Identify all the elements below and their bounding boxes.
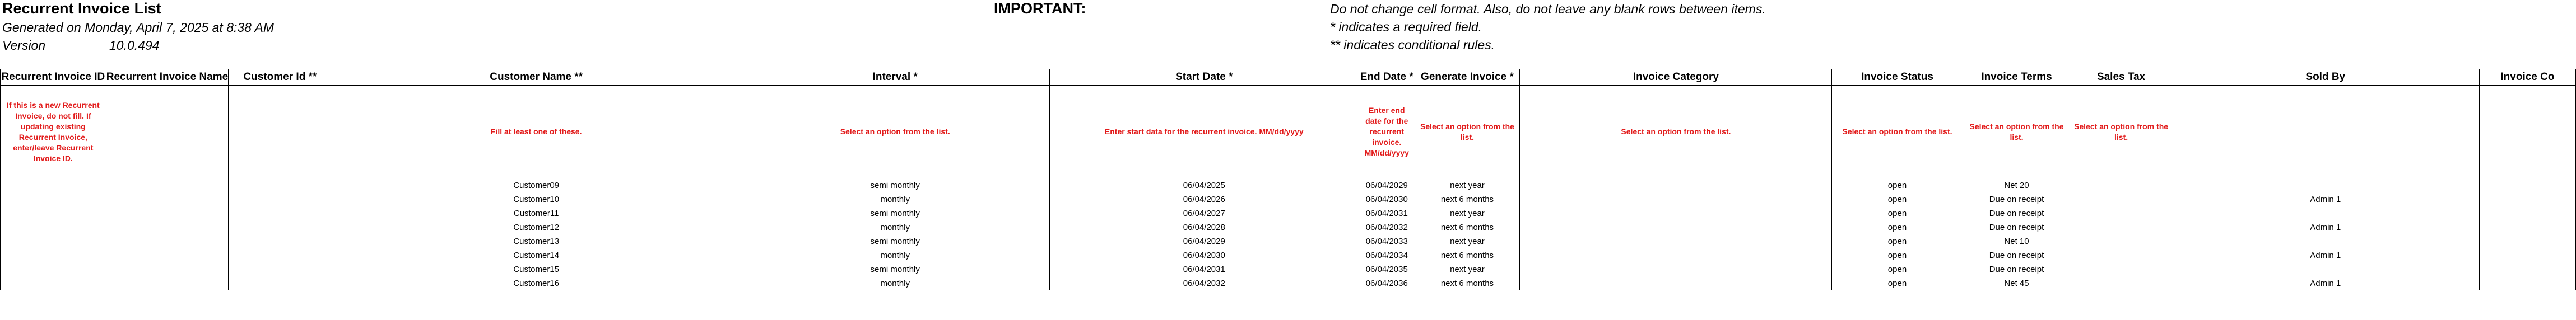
table-cell[interactable] (1, 234, 106, 248)
table-cell[interactable] (229, 206, 332, 220)
note-required-field: * indicates a required field. (1330, 20, 1482, 34)
table-cell[interactable]: next year (1415, 262, 1520, 276)
table-cell[interactable] (106, 206, 229, 220)
table-cell[interactable] (1, 192, 106, 206)
table-cell[interactable]: Due on receipt (1963, 192, 2071, 206)
instruction-cell: Select an option from the list. (1832, 86, 1963, 178)
table-cell[interactable]: open (1832, 220, 1963, 234)
table-cell[interactable]: 06/04/2029 (1359, 178, 1415, 192)
invoice-grid (0, 69, 2576, 290)
table-cell[interactable] (229, 192, 332, 206)
table-cell[interactable] (1, 178, 106, 192)
column-header[interactable]: Recurrent Invoice ID (1, 69, 106, 86)
table-cell[interactable]: Net 20 (1963, 178, 2071, 192)
instruction-cell: If this is a new Recurrent Invoice, do not fill. If updating existing Recurrent Invoice, enter/leave Recurrent Invoice ID. (1, 86, 106, 178)
table-cell[interactable] (1, 276, 106, 290)
table-cell[interactable] (2172, 234, 2479, 248)
table-cell[interactable]: 06/04/2032 (1049, 276, 1359, 290)
table-cell[interactable]: Net 45 (1963, 276, 2071, 290)
table-cell[interactable]: Admin 1 (2172, 276, 2479, 290)
instruction-cell: Select an option from the list. (2071, 86, 2172, 178)
table-cell[interactable]: monthly (741, 192, 1049, 206)
table-row (1, 220, 2576, 234)
table-cell[interactable] (1520, 248, 1832, 262)
table-cell[interactable]: Admin 1 (2172, 192, 2479, 206)
table-row (1, 192, 2576, 206)
table-cell[interactable] (2479, 262, 2575, 276)
table-cell[interactable]: 06/04/2033 (1359, 234, 1415, 248)
table-cell[interactable]: 06/04/2028 (1049, 220, 1359, 234)
version-value: 10.0.494 (109, 38, 160, 53)
table-cell[interactable]: semi monthly (741, 234, 1049, 248)
table-cell[interactable] (1520, 206, 1832, 220)
table-cell[interactable]: next 6 months (1415, 248, 1520, 262)
table-cell[interactable] (2071, 220, 2172, 234)
instruction-cell: Select an option from the list. (741, 86, 1049, 178)
table-cell[interactable] (1520, 178, 1832, 192)
table-cell[interactable]: semi monthly (741, 206, 1049, 220)
table-cell[interactable]: monthly (741, 248, 1049, 262)
table-cell[interactable]: Customer16 (332, 276, 741, 290)
table-cell[interactable] (2071, 276, 2172, 290)
table-cell[interactable] (106, 248, 229, 262)
table-cell[interactable]: monthly (741, 276, 1049, 290)
column-header[interactable]: Interval * (741, 69, 1049, 86)
column-header[interactable]: Recurrent Invoice Name (106, 69, 229, 86)
table-cell[interactable]: 06/04/2026 (1049, 192, 1359, 206)
table-cell[interactable] (229, 220, 332, 234)
table-cell[interactable]: open (1832, 262, 1963, 276)
table-cell[interactable] (1, 220, 106, 234)
table-cell[interactable]: next year (1415, 206, 1520, 220)
table-cell[interactable]: next year (1415, 234, 1520, 248)
table-cell[interactable]: 06/04/2031 (1049, 262, 1359, 276)
table-cell[interactable]: Due on receipt (1963, 220, 2071, 234)
table-cell[interactable] (2172, 178, 2479, 192)
table-cell[interactable] (1, 262, 106, 276)
table-cell[interactable]: Net 10 (1963, 234, 2071, 248)
table-row (1, 178, 2576, 192)
table-cell[interactable]: monthly (741, 220, 1049, 234)
column-header-row (1, 69, 2576, 86)
table-cell[interactable]: open (1832, 178, 1963, 192)
table-cell[interactable]: 06/04/2036 (1359, 276, 1415, 290)
table-cell[interactable]: Customer10 (332, 192, 741, 206)
table-cell[interactable]: Customer09 (332, 178, 741, 192)
column-header[interactable]: End Date * (1359, 69, 1415, 86)
table-cell[interactable]: open (1832, 248, 1963, 262)
table-cell[interactable]: 06/04/2034 (1359, 248, 1415, 262)
table-cell[interactable]: Admin 1 (2172, 248, 2479, 262)
table-cell[interactable] (2172, 262, 2479, 276)
instruction-cell (229, 86, 332, 178)
table-cell[interactable]: Due on receipt (1963, 262, 2071, 276)
table-cell[interactable] (229, 262, 332, 276)
table-cell[interactable] (2479, 234, 2575, 248)
table-cell[interactable]: next 6 months (1415, 192, 1520, 206)
table-cell[interactable]: Due on receipt (1963, 248, 2071, 262)
table-cell[interactable]: 06/04/2030 (1359, 192, 1415, 206)
table-cell[interactable] (229, 178, 332, 192)
table-cell[interactable]: Customer15 (332, 262, 741, 276)
table-cell[interactable] (106, 178, 229, 192)
instruction-cell: Select an option from the list. (1415, 86, 1520, 178)
column-header[interactable]: Invoice Co (2479, 69, 2575, 86)
table-cell[interactable] (2071, 262, 2172, 276)
table-cell[interactable]: open (1832, 234, 1963, 248)
column-header[interactable]: Sold By (2172, 69, 2479, 86)
table-cell[interactable]: next 6 months (1415, 276, 1520, 290)
generated-timestamp: Generated on Monday, April 7, 2025 at 8:38 AM (2, 20, 274, 35)
table-row (1, 276, 2576, 290)
note-conditional-rules: ** indicates conditional rules. (1330, 37, 1495, 52)
instruction-cell: Enter end date for the recurrent invoice. MM/dd/yyyy (1359, 86, 1415, 178)
table-cell[interactable]: next year (1415, 178, 1520, 192)
table-cell[interactable] (2071, 178, 2172, 192)
table-cell[interactable] (2479, 192, 2575, 206)
note-cell-format: Do not change cell format. Also, do not leave any blank rows between items. (1330, 2, 1766, 16)
table-cell[interactable] (106, 192, 229, 206)
table-cell[interactable]: 06/04/2031 (1359, 206, 1415, 220)
table-row (1, 262, 2576, 276)
table-cell[interactable]: semi monthly (741, 178, 1049, 192)
table-cell[interactable] (2071, 248, 2172, 262)
table-cell[interactable]: Due on receipt (1963, 206, 2071, 220)
column-header[interactable]: Generate Invoice * (1415, 69, 1520, 86)
table-cell[interactable]: Customer14 (332, 248, 741, 262)
instruction-cell: Enter start data for the recurrent invoice. MM/dd/yyyy (1049, 86, 1359, 178)
important-label: IMPORTANT: (994, 0, 1086, 17)
table-cell[interactable]: 06/04/2035 (1359, 262, 1415, 276)
instruction-cell (2172, 86, 2479, 178)
table-cell[interactable] (229, 276, 332, 290)
table-cell[interactable] (106, 234, 229, 248)
table-cell[interactable] (106, 276, 229, 290)
column-header[interactable]: Invoice Category (1520, 69, 1832, 86)
table-cell[interactable] (2071, 206, 2172, 220)
table-cell[interactable] (1520, 220, 1832, 234)
table-cell[interactable]: semi monthly (741, 262, 1049, 276)
table-cell[interactable] (2071, 192, 2172, 206)
column-header[interactable]: Invoice Terms (1963, 69, 2071, 86)
table-cell[interactable] (2479, 206, 2575, 220)
column-header[interactable]: Sales Tax (2071, 69, 2172, 86)
table-cell[interactable]: 06/04/2027 (1049, 206, 1359, 220)
table-cell[interactable] (229, 234, 332, 248)
column-header[interactable]: Start Date * (1049, 69, 1359, 86)
instruction-cell: Fill at least one of these. (332, 86, 741, 178)
table-cell[interactable]: open (1832, 276, 1963, 290)
table-cell[interactable]: Customer13 (332, 234, 741, 248)
column-header[interactable]: Customer Id ** (229, 69, 332, 86)
table-cell[interactable] (106, 262, 229, 276)
table-cell[interactable] (2479, 178, 2575, 192)
table-cell[interactable]: 06/04/2032 (1359, 220, 1415, 234)
table-row (1, 234, 2576, 248)
table-cell[interactable] (2071, 234, 2172, 248)
table-cell[interactable]: Admin 1 (2172, 220, 2479, 234)
instruction-cell (2479, 86, 2575, 178)
table-cell[interactable]: open (1832, 192, 1963, 206)
table-cell[interactable]: Customer11 (332, 206, 741, 220)
table-cell[interactable] (1520, 276, 1832, 290)
table-cell[interactable] (1, 248, 106, 262)
table-row (1, 206, 2576, 220)
table-cell[interactable] (2172, 206, 2479, 220)
table-cell[interactable]: next 6 months (1415, 220, 1520, 234)
table-cell[interactable] (106, 220, 229, 234)
instruction-cell (106, 86, 229, 178)
table-cell[interactable] (1520, 192, 1832, 206)
table-cell[interactable] (1, 206, 106, 220)
table-cell[interactable] (2479, 220, 2575, 234)
table-cell[interactable] (2479, 248, 2575, 262)
table-cell[interactable]: 06/04/2030 (1049, 248, 1359, 262)
sheet-title: Recurrent Invoice List (2, 0, 161, 17)
table-cell[interactable]: open (1832, 206, 1963, 220)
table-cell[interactable] (1520, 234, 1832, 248)
column-header[interactable]: Invoice Status (1832, 69, 1963, 86)
table-cell[interactable] (2479, 276, 2575, 290)
instruction-cell: Select an option from the list. (1963, 86, 2071, 178)
table-cell[interactable]: 06/04/2029 (1049, 234, 1359, 248)
table-cell[interactable]: 06/04/2025 (1049, 178, 1359, 192)
version-label: Version (2, 38, 46, 53)
table-cell[interactable] (1520, 262, 1832, 276)
instruction-row (1, 86, 2576, 178)
instruction-cell: Select an option from the list. (1520, 86, 1832, 178)
table-row (1, 248, 2576, 262)
table-cell[interactable]: Customer12 (332, 220, 741, 234)
column-header[interactable]: Customer Name ** (332, 69, 741, 86)
table-cell[interactable] (229, 248, 332, 262)
